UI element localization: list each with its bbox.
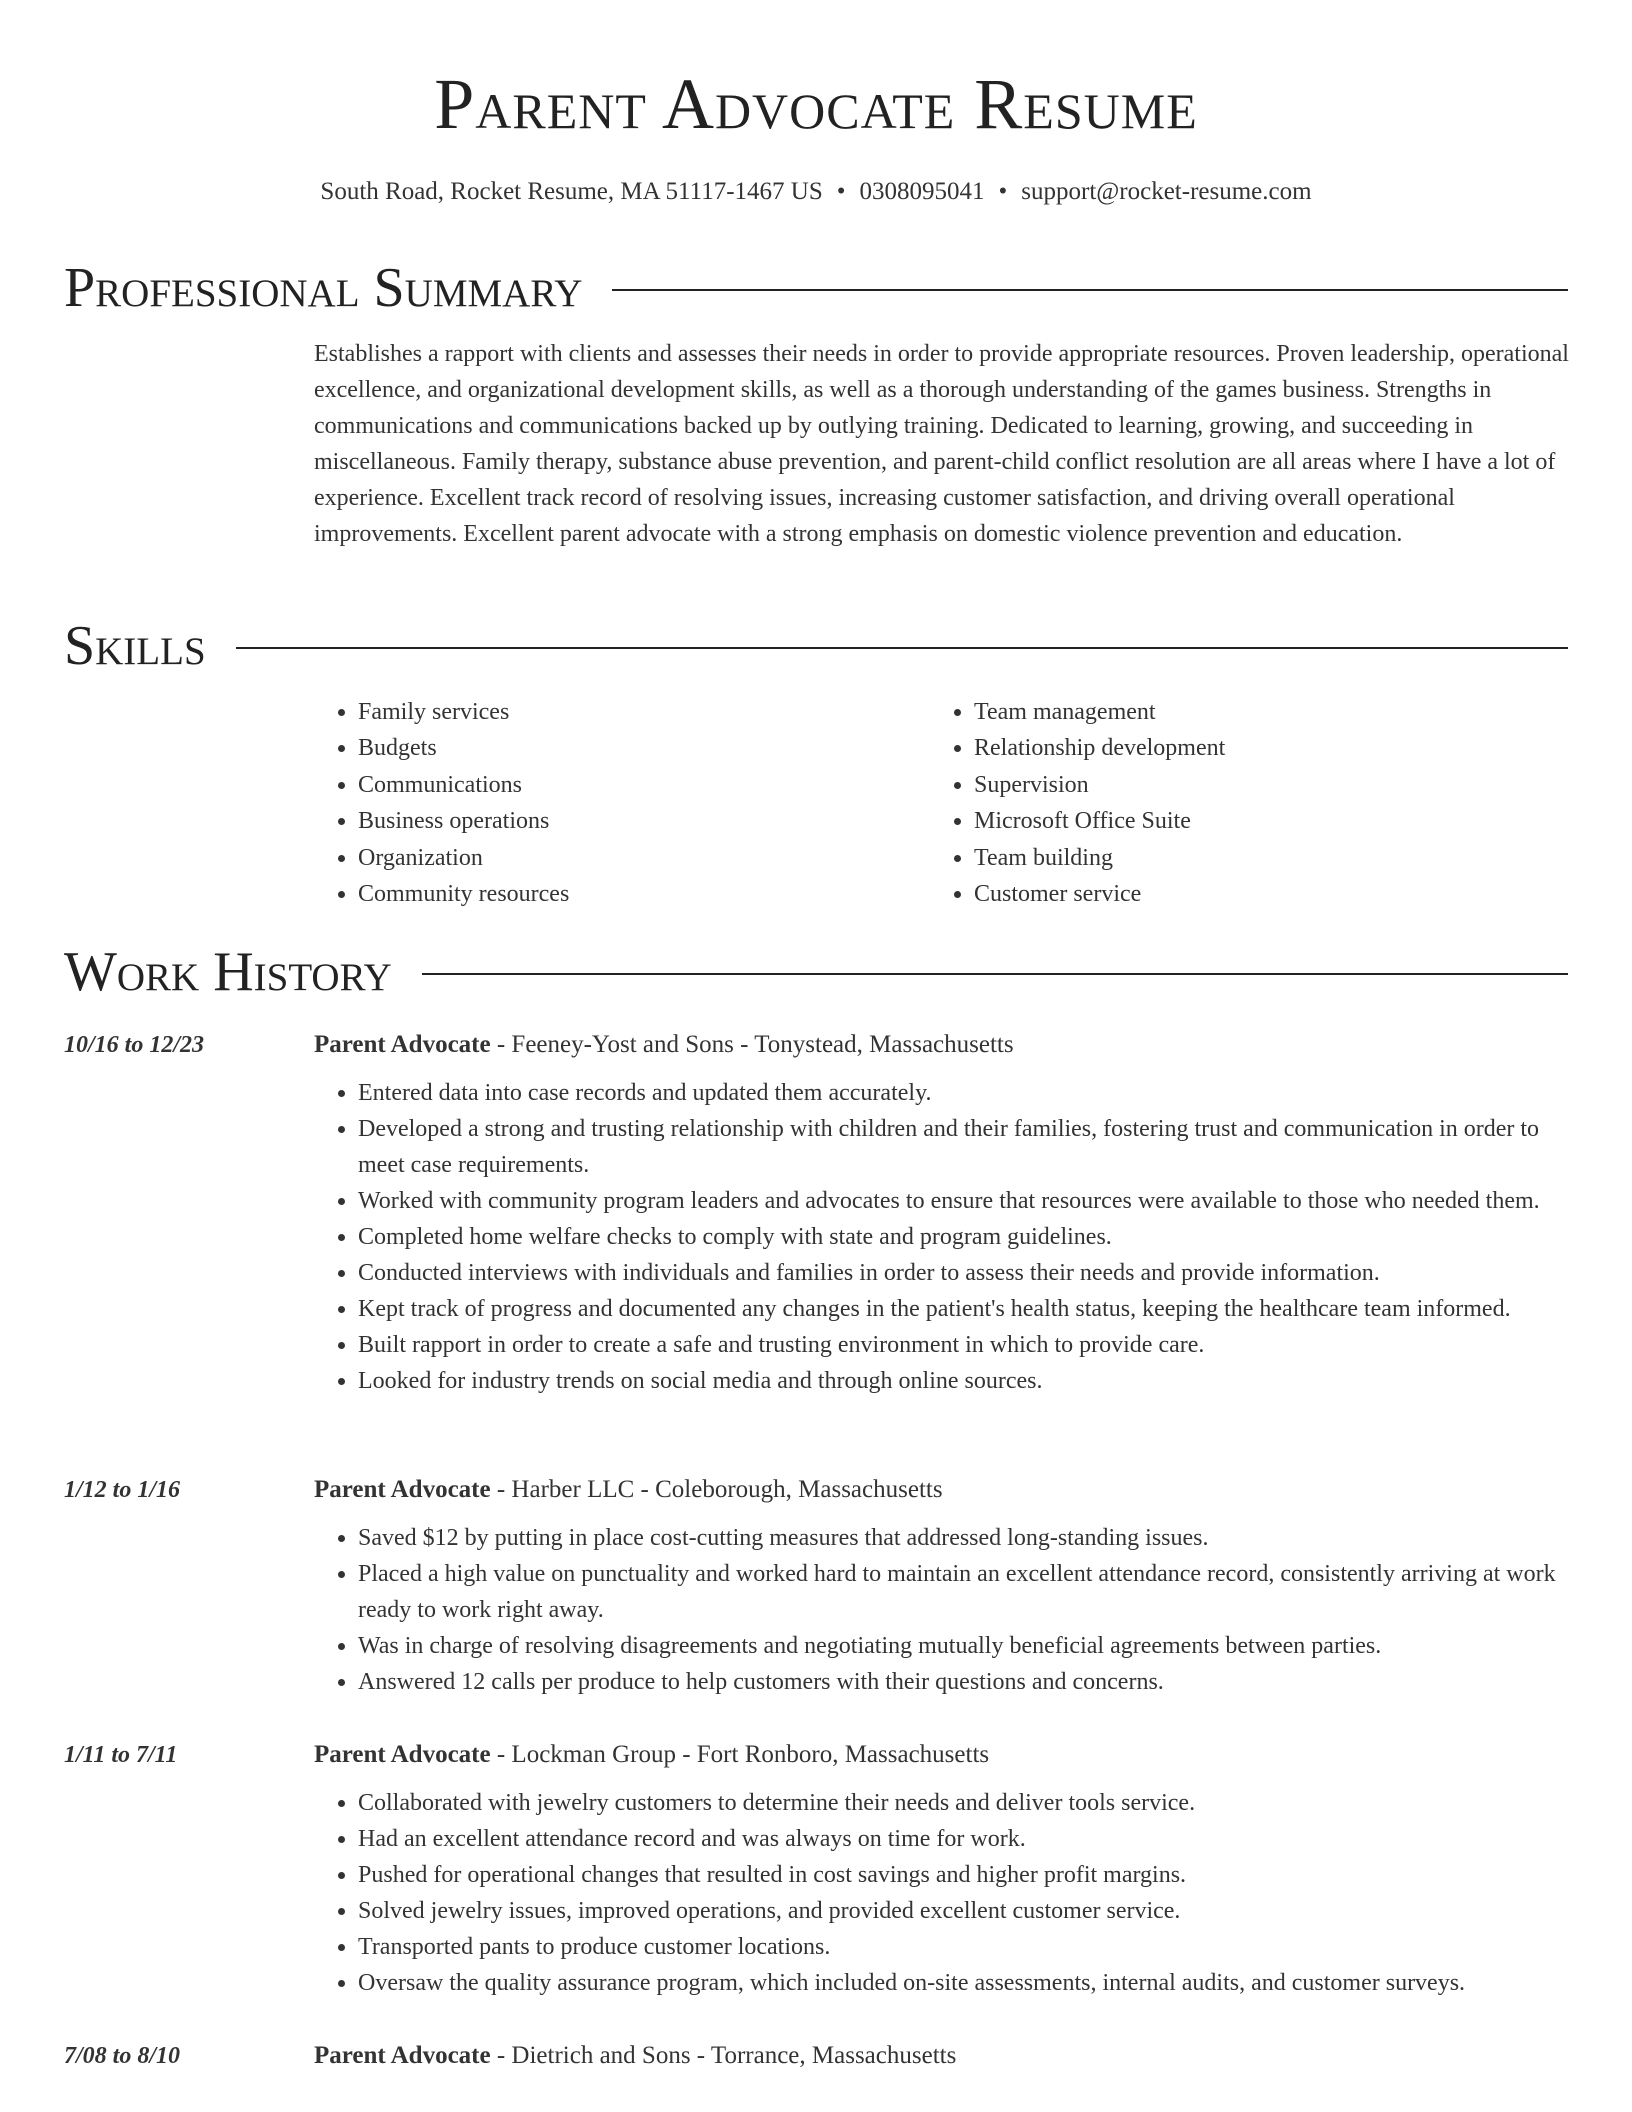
skill-item: • Community resources [358, 876, 930, 912]
skill-item: • Budgets [358, 730, 930, 766]
skill-item: • Relationship development [974, 730, 1546, 766]
skill-item: • Team management [974, 694, 1546, 730]
contact-separator: • [998, 178, 1008, 205]
job-bullets [314, 1075, 1576, 1399]
job-bullet: • Had an excellent attendance record and was always on time for work. [358, 1821, 1576, 1857]
job-bullet: • Looked for industry trends on social media and through online sources. [358, 1363, 1576, 1399]
contact-email: support@rocket-resume.com [1021, 178, 1312, 205]
job-title-line [314, 1472, 943, 1508]
job-dates: 10/16 to 12/23 [64, 1032, 205, 1058]
contact-phone: 0308095041 [859, 178, 985, 205]
resume-title: Parent Advocate Resume [434, 64, 1198, 144]
job-bullet: • Collaborated with jewelry customers to determine their needs and deliver tools service. [358, 1785, 1576, 1821]
job-bullet: • Placed a high value on punctuality and worked hard to maintain an excellent attendance record, consistently arriving at work ready to work right away. [358, 1556, 1576, 1628]
section-divider [236, 647, 1568, 649]
skill-item: • Organization [358, 840, 930, 876]
job-title: Parent Advocate [314, 1031, 491, 1058]
job-bullet: • Answered 12 calls per produce to help customers with their questions and concerns. [358, 1664, 1576, 1700]
job-title: Parent Advocate [314, 1741, 491, 1768]
skill-item: • Team building [974, 840, 1546, 876]
job-dates: 1/12 to 1/16 [64, 1477, 181, 1503]
job-bullet: • Developed a strong and trusting relationship with children and their families, fostering trust and communication in order to meet case requirements. [358, 1111, 1576, 1183]
job-bullet: • Oversaw the quality assurance program, which included on-site assessments, internal audits, and customer surveys. [358, 1965, 1576, 2001]
job-company: - Dietrich and Sons - Torrance, Massachusetts [490, 2042, 957, 2069]
skills-list [314, 694, 1568, 912]
job-dates: 1/11 to 7/11 [64, 1742, 178, 1768]
job-company: - Lockman Group - Fort Ronboro, Massachusetts [490, 1741, 990, 1768]
skill-item: • Supervision [974, 767, 1546, 803]
job-title-line [314, 1027, 1014, 1063]
job-bullet: • Pushed for operational changes that resulted in cost savings and higher profit margins. [358, 1857, 1576, 1893]
skill-item: • Family services [358, 694, 930, 730]
summary-heading: Professional Summary [64, 257, 583, 319]
section-divider [612, 289, 1568, 291]
job-title: Parent Advocate [314, 2042, 491, 2069]
job-bullets [314, 1520, 1576, 1700]
skills-heading: Skills [64, 615, 206, 677]
job-bullet: • Was in charge of resolving disagreements and negotiating mutually beneficial agreements between parties. [358, 1628, 1576, 1664]
job-company: - Feeney-Yost and Sons - Tonystead, Massachusetts [490, 1031, 1014, 1058]
job-title: Parent Advocate [314, 1476, 491, 1503]
job-bullet: • Completed home welfare checks to comply with state and program guidelines. [358, 1219, 1576, 1255]
job-dates: 7/08 to 8/10 [64, 2043, 181, 2069]
job-company: - Harber LLC - Coleborough, Massachusetts [490, 1476, 943, 1503]
contact-address: South Road, Rocket Resume, MA 51117-1467 US [320, 178, 823, 205]
skills-section-header [64, 616, 1568, 676]
skill-item: • Business operations [358, 803, 930, 839]
job-title-line [314, 2038, 956, 2074]
skill-item: • Customer service [974, 876, 1546, 912]
job-title-line [314, 1737, 989, 1773]
job-bullet: • Entered data into case records and updated them accurately. [358, 1075, 1576, 1111]
contact-separator: • [836, 178, 846, 205]
job-bullet: • Kept track of progress and documented any changes in the patient's health status, keeping the healthcare team informed. [358, 1291, 1576, 1327]
skills-column-right [930, 694, 1546, 912]
contact-line [0, 176, 1632, 208]
summary-section-header [64, 258, 1568, 318]
section-divider [422, 973, 1568, 975]
job-bullet: • Conducted interviews with individuals and families in order to assess their needs and provide information. [358, 1255, 1576, 1291]
skill-item: • Microsoft Office Suite [974, 803, 1546, 839]
job-bullets [314, 1785, 1576, 2001]
job-bullet: • Saved $12 by putting in place cost-cutting measures that addressed long-standing issues. [358, 1520, 1576, 1556]
job-bullet: • Solved jewelry issues, improved operations, and provided excellent customer service. [358, 1893, 1576, 1929]
summary-text: Establishes a rapport with clients and assesses their needs in order to provide appropriate resources. Proven leadership, operational excellence, and organizational development skills, as well as a thorough understanding of the games business. Strengths in communications and communications backed up by outlying training. Dedicated to learning, growing, and succeeding in miscellaneous. Family therapy, substance abuse prevention, and parent-child conflict resolution are all areas where I have a lot of experience. Excellent track record of resolving issues, increasing customer satisfaction, and driving overall operational improvements. Excellent parent advocate with a strong emphasis on domestic violence prevention and education. [314, 341, 1569, 547]
work-section-header [64, 942, 1568, 1002]
job-bullet: • Transported pants to produce customer locations. [358, 1929, 1576, 1965]
job-bullet: • Built rapport in order to create a safe and trusting environment in which to provide care. [358, 1327, 1576, 1363]
work-heading: Work History [64, 941, 392, 1003]
job-bullet: • Worked with community program leaders and advocates to ensure that resources were available to those who needed them. [358, 1183, 1576, 1219]
skill-item: • Communications [358, 767, 930, 803]
skills-column-left [314, 694, 930, 912]
